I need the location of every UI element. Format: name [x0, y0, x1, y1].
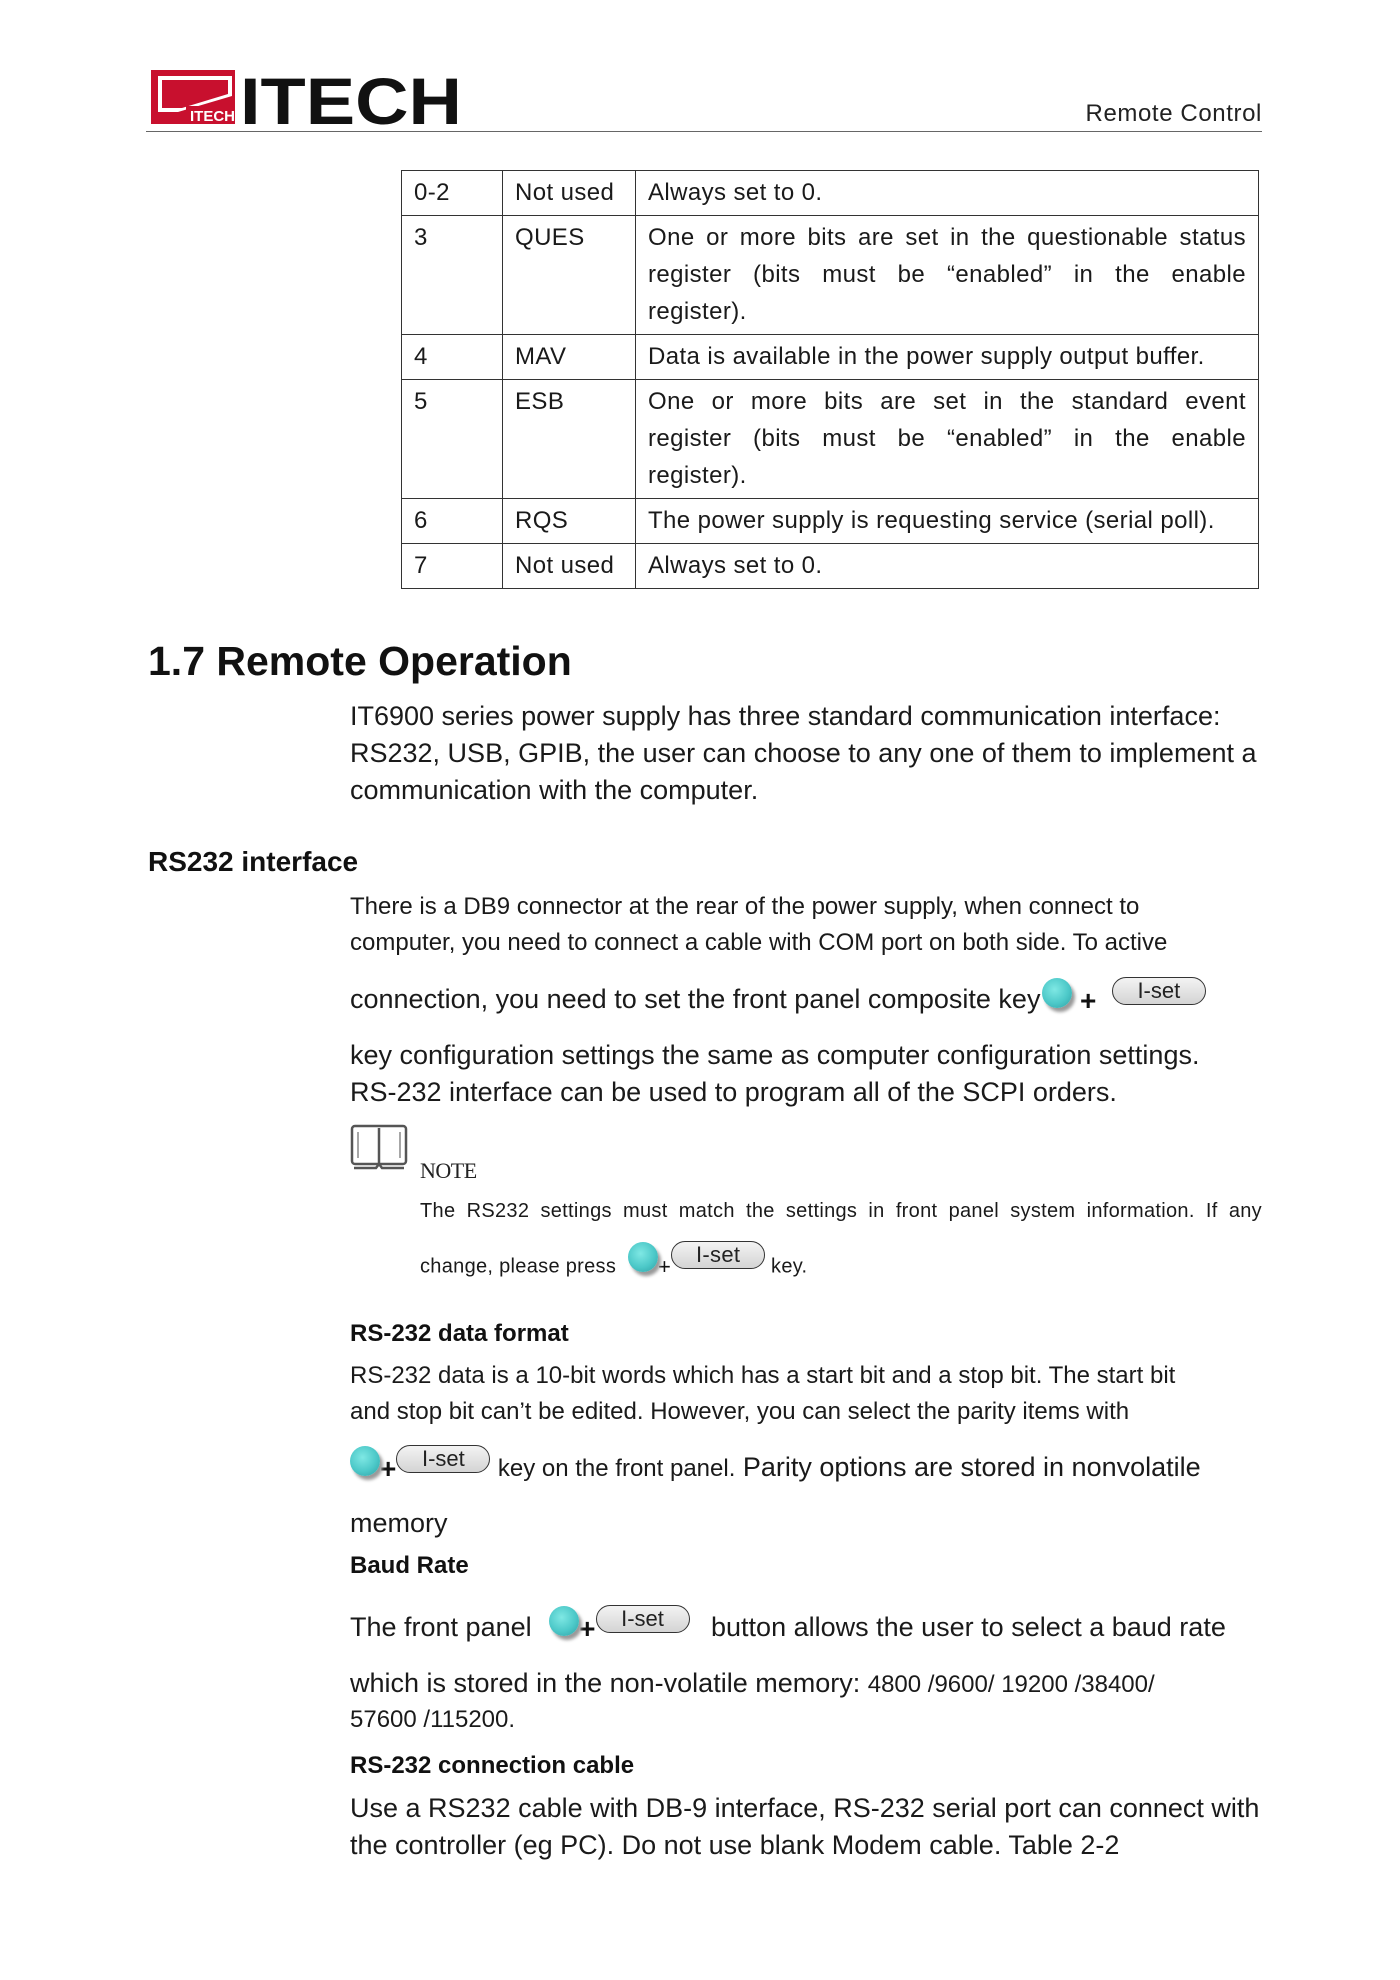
iset-key: I-set — [396, 1445, 490, 1473]
name-cell: Not used — [503, 544, 636, 589]
shift-key-icon — [1042, 978, 1072, 1008]
baud-rate-key-line — [350, 1605, 1226, 1645]
bit-cell: 0-2 — [402, 171, 503, 216]
description-cell: One or more bits are set in the standard event register (bits must be “enabled” in the enable register). — [636, 380, 1259, 499]
bit-cell: 5 — [402, 380, 503, 499]
data-format-heading: RS-232 data format — [350, 1320, 569, 1347]
plus-sign: + — [579, 1612, 596, 1644]
table-row — [402, 499, 1259, 544]
table-row — [402, 544, 1259, 589]
table-row — [402, 171, 1259, 216]
note-line-2 — [420, 1242, 1262, 1282]
rs232-text-line-3: connection, you need to set the front panel composite key — [350, 984, 1041, 1014]
header-section-title: Remote Control — [1085, 100, 1262, 127]
description-cell: Data is available in the power supply output buffer. — [636, 335, 1259, 380]
note-line-2-suffix: key. — [771, 1255, 808, 1278]
status-bits-table — [401, 170, 1259, 589]
table-row — [402, 335, 1259, 380]
shift-key-icon — [350, 1446, 380, 1476]
plus-sign: + — [658, 1254, 672, 1279]
name-cell: RQS — [503, 499, 636, 544]
iset-key: I-set — [596, 1605, 690, 1633]
baud-rate-line-3: 57600 /115200. — [350, 1706, 516, 1733]
description-cell: One or more bits are set in the questionable status register (bits must be “enabled” in the enable register). — [636, 216, 1259, 335]
bit-cell: 3 — [402, 216, 503, 335]
name-cell: Not used — [503, 171, 636, 216]
description-cell: Always set to 0. — [636, 171, 1259, 216]
section-intro: IT6900 series power supply has three standard communication interface: RS232, USB, GPIB, the user can choose to any one of them to implement a communication with the computer. — [350, 701, 1257, 805]
table-row — [402, 380, 1259, 499]
data-format-line-1: RS-232 data is a 10-bit words which has a start bit and a stop bit. The start bit — [350, 1362, 1176, 1389]
rs232-composite-key-line — [350, 977, 1206, 1017]
shift-key-icon — [628, 1242, 658, 1272]
logo-badge-text: ITECH — [190, 108, 235, 125]
bit-cell: 6 — [402, 499, 503, 544]
data-format-line-3b: Parity options are stored in nonvolatile — [742, 1452, 1201, 1482]
data-format-line-4: memory — [350, 1508, 448, 1538]
iset-key: I-set — [671, 1241, 765, 1269]
table-row — [402, 216, 1259, 335]
rs232-text-line-1: There is a DB9 connector at the rear of the power supply, when connect to — [350, 893, 1140, 920]
rs232-text-line-5: RS-232 interface can be used to program all of the SCPI orders. — [350, 1077, 1117, 1107]
description-cell: Always set to 0. — [636, 544, 1259, 589]
note-line-2-prefix: change, please press — [420, 1255, 617, 1278]
baud-rate-line-1-suffix: button allows the user to select a baud rate — [711, 1612, 1226, 1642]
section-heading: 1.7 Remote Operation — [148, 638, 572, 684]
itech-logo — [148, 66, 466, 130]
plus-sign: + — [380, 1452, 397, 1484]
baud-rate-line-2 — [350, 1668, 1155, 1699]
header-rule — [146, 131, 1262, 132]
baud-rate-heading: Baud Rate — [350, 1552, 469, 1579]
description-cell: The power supply is requesting service (serial poll). — [636, 499, 1259, 544]
data-format-line-2: and stop bit can’t be edited. However, you can select the parity items with — [350, 1398, 1130, 1425]
plus-sign: + — [1079, 984, 1097, 1016]
rs232-heading: RS232 interface — [148, 846, 359, 877]
shift-key-icon — [549, 1606, 579, 1636]
connection-cable-text: Use a RS232 cable with DB-9 interface, RS-232 serial port can connect with the controller (eg PC). Do not use blank Modem cable. Table 2-2 — [350, 1793, 1260, 1860]
baud-rate-values: 4800 /9600/ 19200 /38400/ — [867, 1671, 1155, 1698]
bit-cell: 7 — [402, 544, 503, 589]
rs232-text-line-4: key configuration settings the same as computer configuration settings. — [350, 1040, 1200, 1070]
data-format-key-line — [350, 1445, 1201, 1485]
book-icon — [350, 1124, 408, 1172]
note-line-1: The RS232 settings must match the settings in front panel system information. If any — [420, 1200, 1262, 1222]
name-cell: MAV — [503, 335, 636, 380]
bit-cell: 4 — [402, 335, 503, 380]
logo-wordmark: ITECH — [240, 66, 462, 130]
baud-rate-line-2a: which is stored in the non-volatile memory: — [350, 1668, 861, 1698]
note-title: NOTE — [420, 1158, 477, 1183]
connection-cable-heading: RS-232 connection cable — [350, 1752, 635, 1779]
data-format-line-3a: key on the front panel. — [497, 1455, 736, 1482]
iset-key: I-set — [1112, 977, 1206, 1005]
name-cell: QUES — [503, 216, 636, 335]
rs232-text-line-2: computer, you need to connect a cable with COM port on both side. To active — [350, 929, 1168, 956]
baud-rate-line-1-prefix: The front panel — [350, 1612, 532, 1642]
name-cell: ESB — [503, 380, 636, 499]
